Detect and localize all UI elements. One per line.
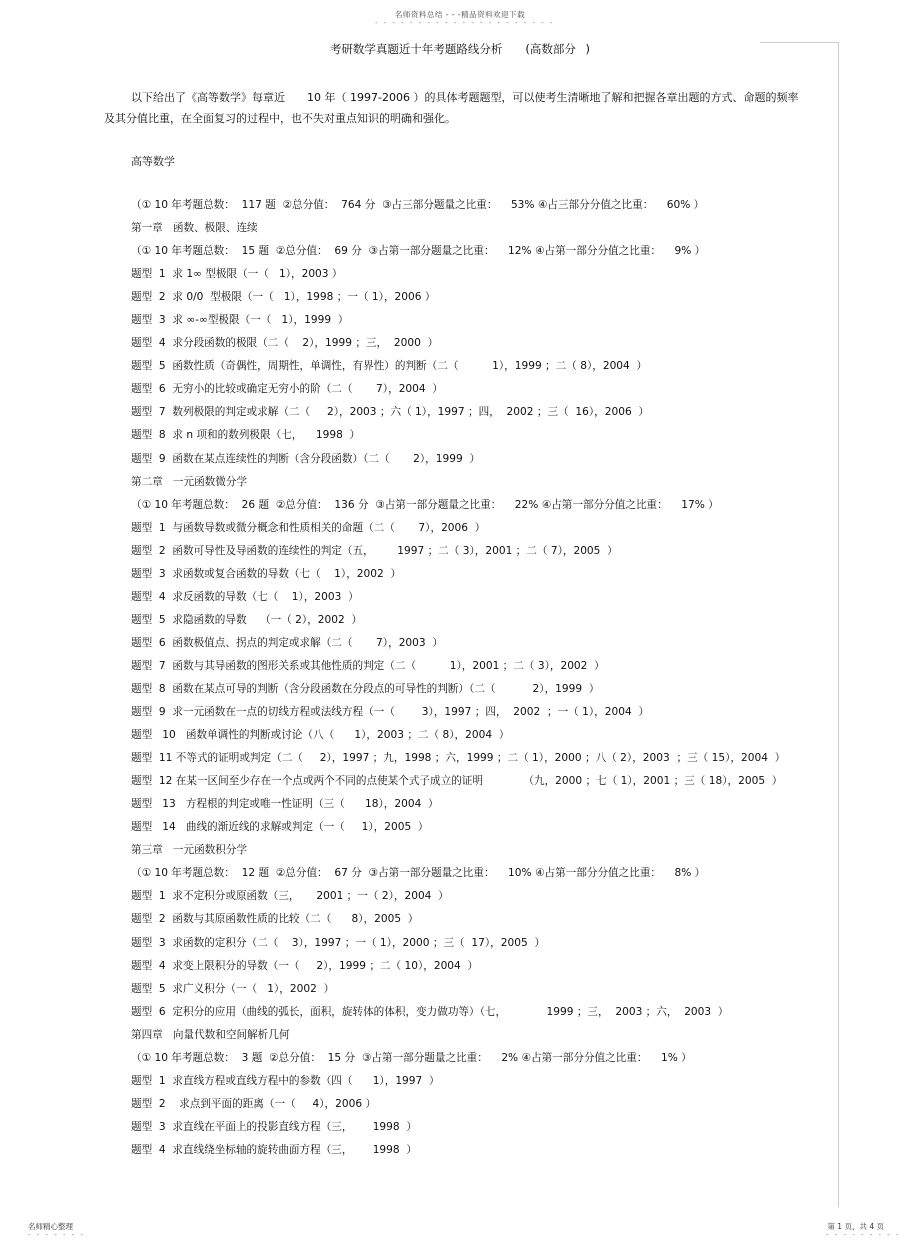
question-type-line: 题型 13 方程根的判定或唯一性证明（三（ 18），2004 ） xyxy=(131,798,439,811)
question-type-line: 题型 9 求一元函数在一点的切线方程或法线方程（一（ 3），1997 ；四， 2002 ；一（ 1），2004 ） xyxy=(131,706,650,719)
footer-right-dashes: - - - - - - - - - xyxy=(826,1231,901,1239)
question-type-line: 题型 4 求分段函数的极限（二（ 2），1999 ；三， 2000 ） xyxy=(131,337,439,350)
question-type-line: 题型 9 函数在某点连续性的判断（含分段函数）（二（ 2），1999 ） xyxy=(131,452,481,465)
question-type-line: 题型 1 与函数导数或微分概念和性质相关的命题（二（ 7），2006 ） xyxy=(131,521,486,534)
chapter-summary: （① 10 年考题总数： 15 题 ②总分值： 69 分 ③占第一部分题量之比重： 12% ④占第一部分分值之比重： 9% ） xyxy=(131,245,706,258)
question-type-line: 题型 7 函数与其导函数的图形关系或其他性质的判定（二（ 1），2001 ；二（ 3），2002 ） xyxy=(131,659,605,672)
question-type-line: 题型 2 求点到平面的距离（一（ 4），2006 ） xyxy=(131,1097,377,1110)
chapter-summary: （① 10 年考题总数： 3 题 ②总分值： 15 分 ③占第一部分题量之比重： 2% ④占第一部分分值之比重： 1% ） xyxy=(131,1051,692,1064)
question-type-line: 题型 14 曲线的渐近线的求解或判定（一（ 1），2005 ） xyxy=(131,821,429,834)
chapter-summary: （① 10 年考题总数： 26 题 ②总分值： 136 分 ③占第一部分题量之比重： 22% ④占第一部分分值之比重： 17% ） xyxy=(131,498,719,511)
header-dashes: - - - - - - - - - - - - - - - - - - - - - xyxy=(375,19,555,27)
question-type-line: 题型 6 无穷小的比较或确定无穷小的阶（二（ 7），2004 ） xyxy=(131,383,443,396)
question-type-line: 题型 6 定积分的应用（曲线的弧长，面积，旋转体的体积，变力做功等）（七， 1999 ；三， 2003 ；六， 2003 ） xyxy=(131,1005,729,1018)
chapter-heading: 第二章 一元函数微分学 xyxy=(131,475,248,488)
question-type-line: 题型 3 求直线在平面上的投影直线方程（三， 1998 ） xyxy=(131,1120,417,1133)
chapter-summary: （① 10 年考题总数： 12 题 ②总分值： 67 分 ③占第一部分题量之比重： 10% ④占第一部分分值之比重： 8% ） xyxy=(131,867,706,880)
chapter-heading: 第一章 函数、极限、连续 xyxy=(131,222,258,235)
question-type-line: 题型 2 求 0/0 型极限（一（ 1），1998 ；一（ 1），2006 ） xyxy=(131,291,436,304)
page-number: 第 1 页，共 4 页 xyxy=(827,1222,884,1231)
chapter-heading: 第四章 向量代数和空间解析几何 xyxy=(131,1028,290,1041)
question-type-line: 题型 2 函数与其原函数性质的比较（二（ 8），2005 ） xyxy=(131,913,419,926)
section-heading: 高等数学 xyxy=(131,155,175,168)
question-type-line: 题型 6 函数极值点、拐点的判定或求解（二（ 7），2003 ） xyxy=(131,636,443,649)
question-type-line: 题型 4 求变上限积分的导数（一（ 2），1999 ；二（ 10），2004 ） xyxy=(131,959,479,972)
question-type-line: 题型 3 求函数或复合函数的导数（七（ 1），2002 ） xyxy=(131,567,402,580)
question-type-line: 题型 12 在某一区间至少存在一个点或两个不同的点使某个式子成立的证明 （九，2000 ；七（ 1），2001 ；三（ 18），2005 ） xyxy=(131,775,783,788)
question-type-line: 题型 2 函数可导性及导函数的连续性的判定（五， 1997 ；二（ 3），2001 ；二（ 7），2005 ） xyxy=(131,544,618,557)
question-type-line: 题型 3 求 ∞-∞型极限（一（ 1），1999 ） xyxy=(131,314,349,327)
page-title: 考研数学真题近十年考题路线分析 (高数部分 ) xyxy=(329,42,591,56)
question-type-line: 题型 4 求直线绕坐标轴的旋转曲面方程（三， 1998 ） xyxy=(131,1143,417,1156)
question-type-line: 题型 7 数列极限的判定或求解（二（ 2），2003 ；六（ 1），1997 ；四， 2002 ；三（ 16），2006 ） xyxy=(131,406,650,419)
question-type-line: 题型 5 求广义积分（一（ 1），2002 ） xyxy=(131,982,335,995)
chapter-summary: （① 10 年考题总数： 117 题 ②总分值： 764 分 ③占三部分题量之比重： 53% ④占三部分分值之比重： 60% ） xyxy=(131,199,705,211)
footer-left-note: 名师精心整理 xyxy=(28,1222,73,1231)
question-type-line: 题型 8 求 n 项和的数列极限（七， 1998 ） xyxy=(131,429,361,442)
question-type-list xyxy=(131,196,851,1164)
question-type-line: 题型 5 求隐函数的导数 （一（ 2），2002 ） xyxy=(131,613,363,626)
chapter-heading: 第三章 一元函数积分学 xyxy=(131,844,248,857)
question-type-line: 题型 3 求函数的定积分（二（ 3），1997 ；一（ 1），2000 ；三（ 17），2005 ） xyxy=(131,936,546,949)
question-type-line: 题型 1 求直线方程或直线方程中的参数（四（ 1），1997 ） xyxy=(131,1074,440,1087)
question-type-line: 题型 10 函数单调性的判断或讨论（八（ 1），2003 ；二（ 8），2004 ） xyxy=(131,729,510,742)
question-type-line: 题型 8 函数在某点可导的判断（含分段函数在分段点的可导性的判断）（二（ 2），1999 ） xyxy=(131,682,600,695)
question-type-line: 题型 4 求反函数的导数（七（ 1），2003 ） xyxy=(131,590,359,603)
question-type-line: 题型 1 求 1∞ 型极限（一（ 1），2003 ） xyxy=(131,268,343,281)
intro-paragraph: 以下给出了《高等数学》每章近 10 年（ 1997-2006 ）的具体考题题型，可以使考生清晰地了解和把握各章出题的方式、命题的频率及其分值比重，在全面复习的过程中，也不失对重点知识的明确和强化。 xyxy=(104,91,799,125)
question-type-line: 题型 11 不等式的证明或判定（二（ 2），1997 ；九，1998 ；六，1999 ；二（ 1），2000 ；八（ 2），2003 ；三（ 15），2004 ） xyxy=(131,752,786,765)
footer-left-dashes: - - - - - - - xyxy=(28,1231,86,1239)
watermark-header: 名师资料总结 - - -精品资料欢迎下载 xyxy=(394,10,526,19)
question-type-line: 题型 1 求不定积分或原函数（三， 2001 ；一（ 2），2004 ） xyxy=(131,890,449,903)
question-type-line: 题型 5 函数性质（奇偶性，周期性，单调性，有界性）的判断（二（ 1），1999 ；二（ 8），2004 ） xyxy=(131,360,648,373)
